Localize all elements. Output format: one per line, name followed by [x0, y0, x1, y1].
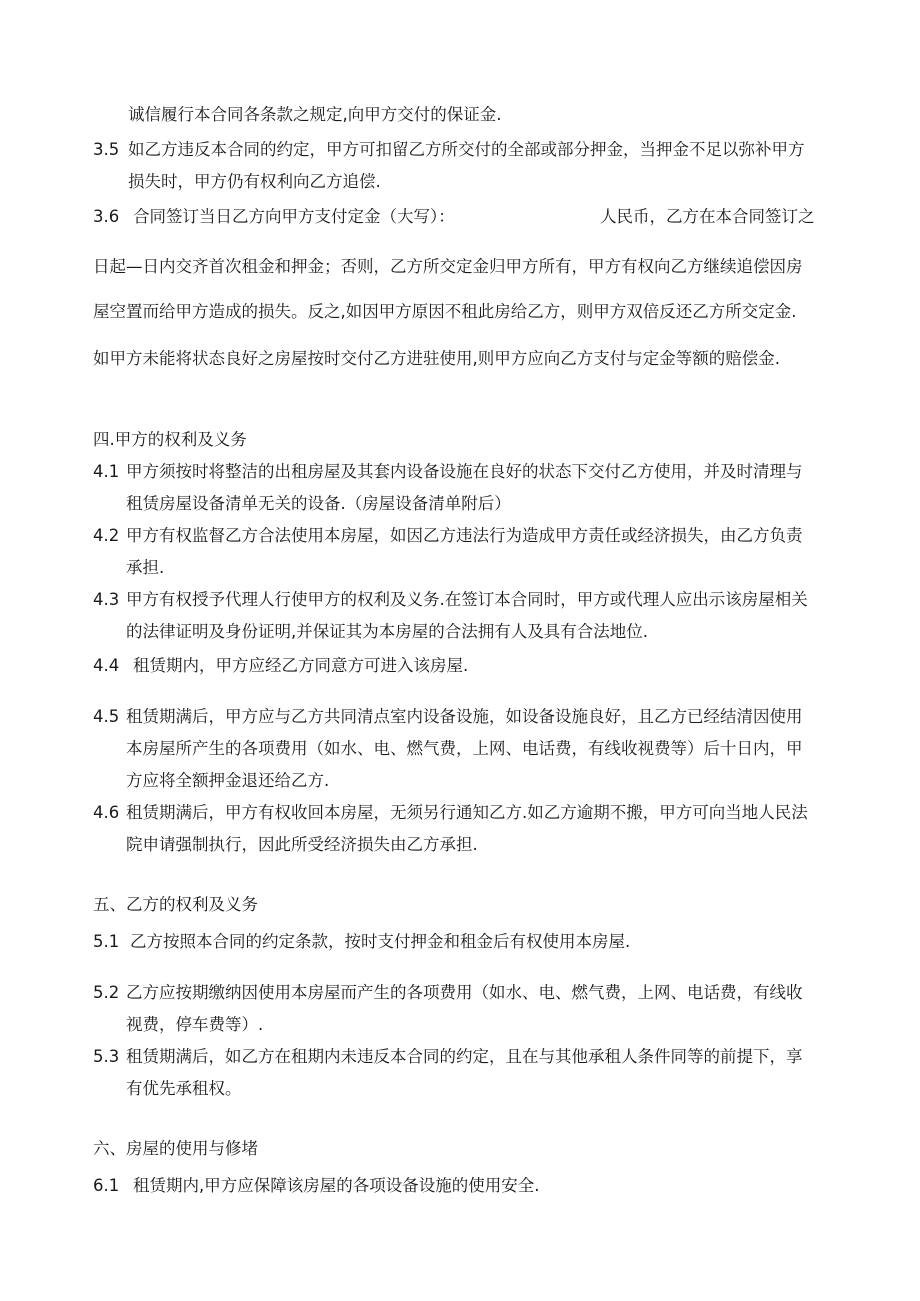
clause-number: 3.5	[93, 140, 120, 159]
clause-number: 4.3	[93, 590, 120, 609]
clause-text: 甲方有权授予代理人行使甲方的权利及义务.在签订本合同时，甲方或代理人应出示该房屋相关	[126, 590, 808, 609]
section-heading: 四.甲方的权利及义务	[93, 430, 247, 449]
clause-text: 甲方须按时将整洁的出租房屋及其套内设备设施在良好的状态下交付乙方使用，并及时清理与	[126, 462, 803, 481]
clause-text: 如乙方违反本合同的约定，甲方可扣留乙方所交付的全部或部分押金，当押金不足以弥补甲方	[128, 140, 805, 159]
clause-text: 租赁期满后，甲方有权收回本房屋，无须另行通知乙方.如乙方逾期不搬，甲方可向当地人民法	[126, 803, 808, 822]
clause-text: 乙方按照本合同的约定条款，按时支付押金和租金后有权使用本房屋.	[130, 932, 631, 951]
clause-number: 5.3	[93, 1047, 120, 1066]
clause-number: 4.1	[93, 462, 120, 481]
clause-text: 损失时，甲方仍有权利向乙方追偿.	[128, 172, 381, 191]
section-heading: 六、房屋的使用与修堵	[93, 1139, 258, 1158]
clause-text: 租赁期满后，甲方应与乙方共同清点室内设备设施，如设备设施良好，且乙方已经结清因使用	[126, 707, 803, 726]
clause-number: 4.5	[93, 707, 120, 726]
clause-text: 合同签订当日乙方向甲方支付定金（大写）：	[133, 207, 455, 226]
clause-text: 甲方有权监督乙方合法使用本房屋，如因乙方违法行为造成甲方责任或经济损失，由乙方负责	[126, 526, 803, 545]
clause-number: 4.4	[93, 656, 120, 675]
clause-text: 承担.	[126, 558, 165, 577]
clause-text: 乙方应按期缴纳因使用本房屋而产生的各项费用（如水、电、燃气费，上网、电话费，有线收	[126, 983, 803, 1002]
clause-text: 如甲方未能将状态良好之房屋按时交付乙方进驻使用,则甲方应向乙方支付与定金等额的赔偿金.	[93, 349, 780, 368]
clause-text: 租赁期满后，如乙方在租期内未违反本合同的约定，且在与其他承租人条件同等的前提下，享	[126, 1047, 803, 1066]
clause-text: 屋空置而给甲方造成的损失。反之,如因甲方原因不租此房给乙方，则甲方双倍反还乙方所交定金.	[93, 302, 797, 321]
clause-text: 本房屋所产生的各项费用（如水、电、燃气费，上网、电话费，有线收视费等）后十日内，甲	[126, 739, 803, 758]
clause-number: 3.6	[93, 207, 120, 226]
clause-text: 有优先承租权。	[126, 1079, 242, 1098]
clause-number: 5.2	[93, 983, 120, 1002]
clause-number: 5.1	[93, 932, 120, 951]
clause-text: 日起—日内交齐首次租金和押金；否则，乙方所交定金归甲方所有，甲方有权向乙方继续追偿因房	[93, 257, 803, 276]
section-heading: 五、乙方的权利及义务	[93, 895, 258, 914]
clause-number: 4.2	[93, 526, 120, 545]
clause-text: 视费，停车费等）.	[126, 1015, 264, 1034]
clause-text: 方应将全额押金退还给乙方.	[126, 771, 330, 790]
clause-text: 租赁房屋设备清单无关的设备.（房屋设备清单附后）	[126, 494, 511, 513]
clause-number: 4.6	[93, 803, 120, 822]
clause-text: 租赁期内,甲方应保障该房屋的各项设备设施的使用安全.	[133, 1176, 540, 1195]
clause-text: 的法律证明及身份证明,并保证其为本房屋的合法拥有人及具有合法地位.	[126, 622, 648, 641]
clause-continuation: 诚信履行本合同各条款之规定,向甲方交付的保证金.	[128, 105, 502, 124]
clause-number: 6.1	[93, 1176, 120, 1195]
clause-text: 人民币，乙方在本合同签订之	[600, 207, 815, 226]
clause-text: 院申请强制执行，因此所受经济损失由乙方承担.	[126, 835, 478, 854]
clause-text: 租赁期内，甲方应经乙方同意方可进入该房屋.	[133, 656, 469, 675]
